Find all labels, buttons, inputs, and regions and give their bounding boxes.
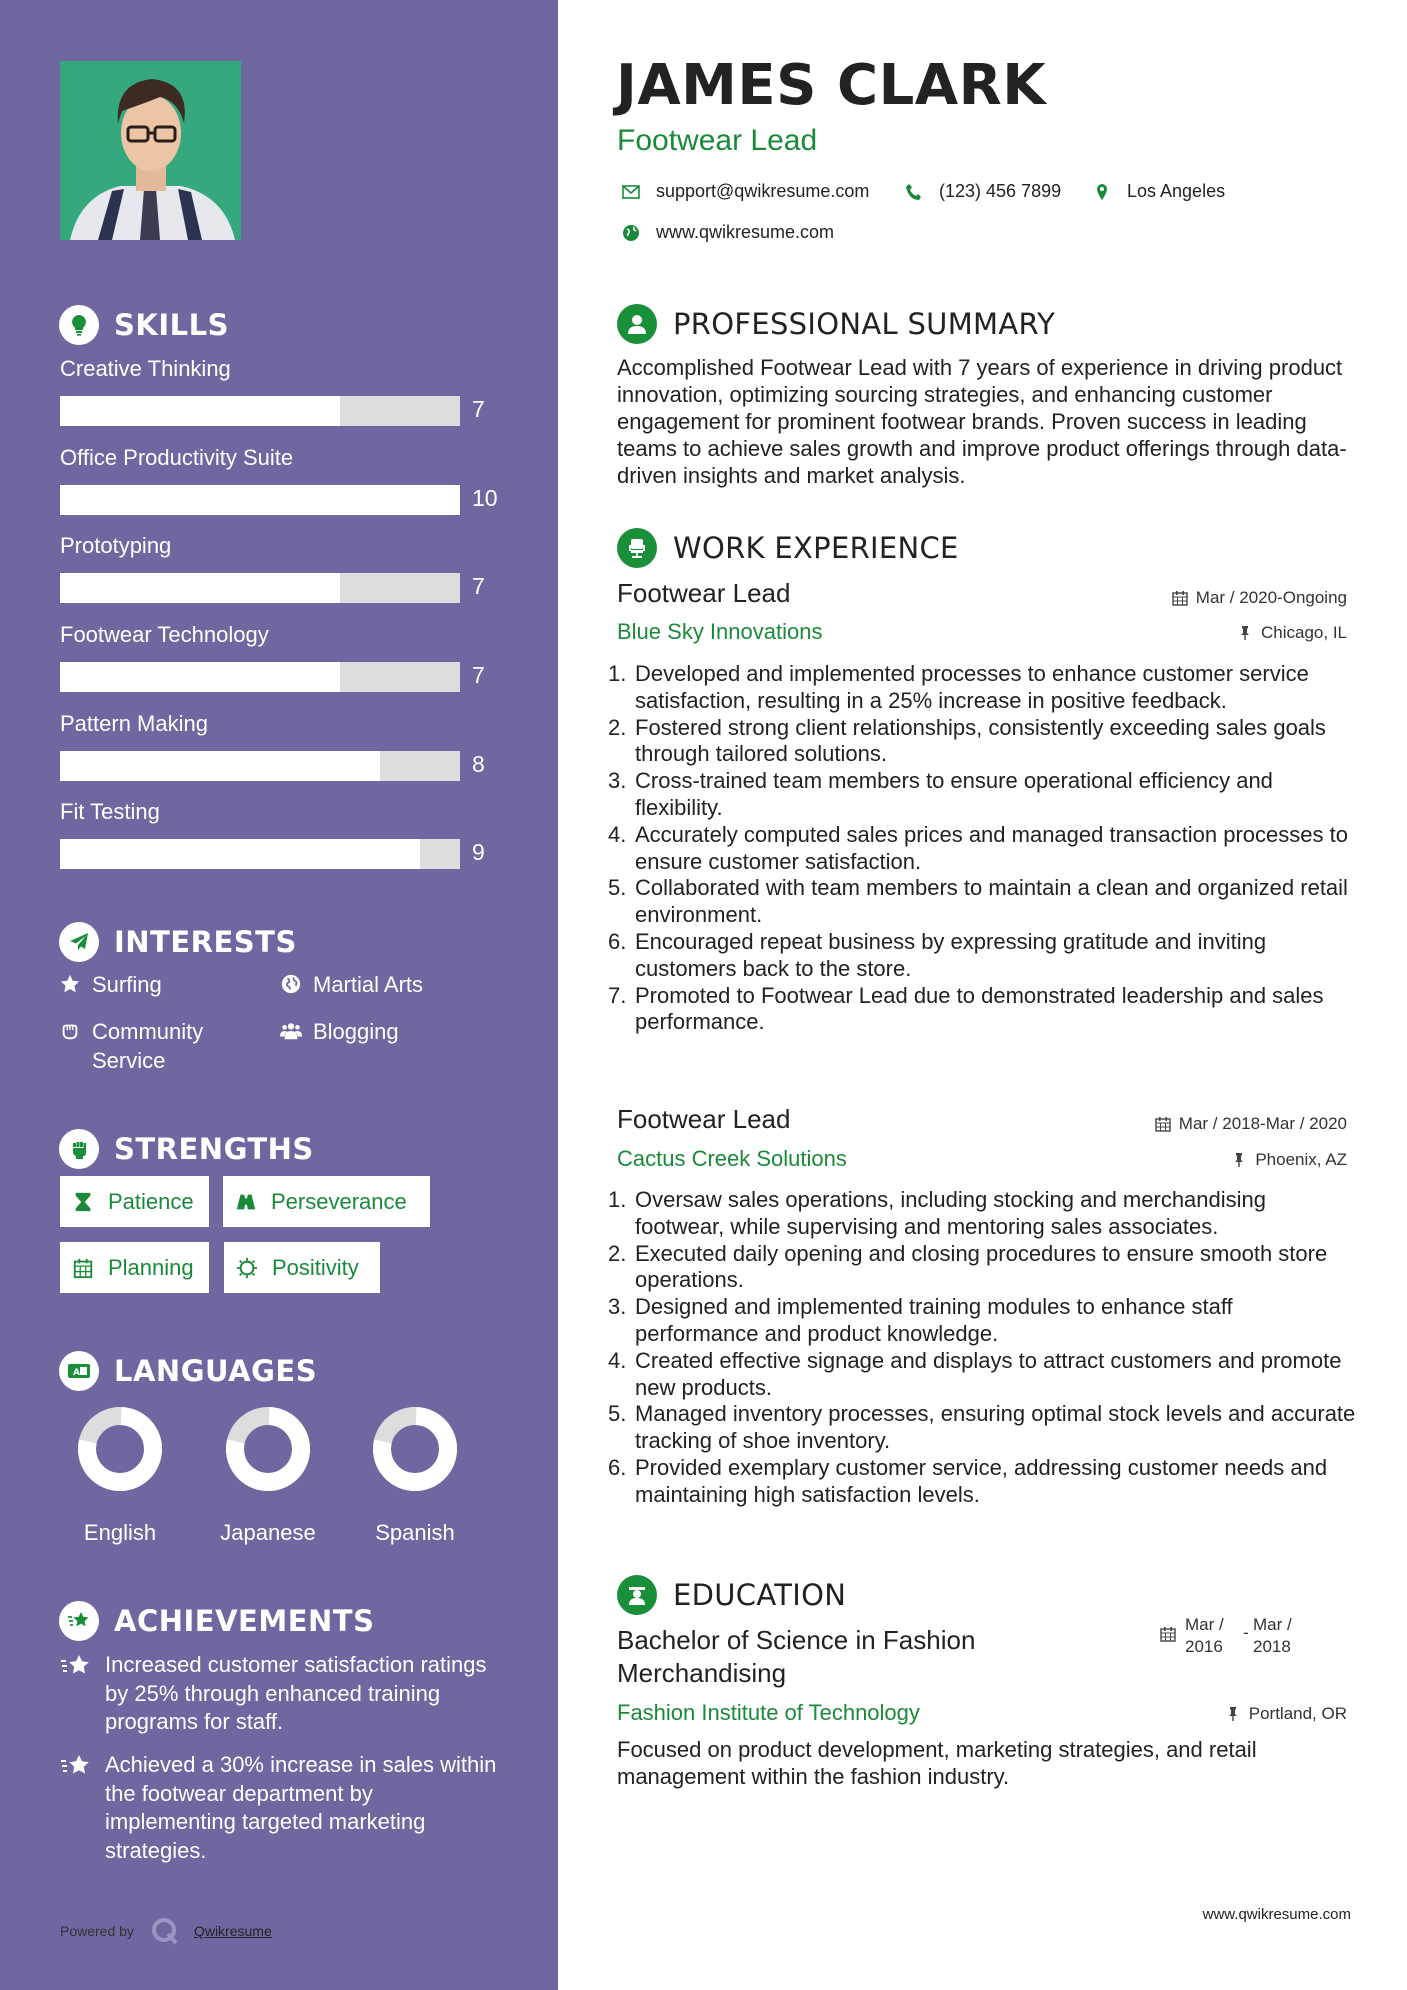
section-title: EDUCATION	[673, 1578, 847, 1612]
section-title: SKILLS	[114, 308, 229, 342]
portrait-image	[60, 61, 241, 240]
duty-item: 2. Fostered strong client relationships, consistently exceeding sales goals through tailored solutions.	[608, 715, 1360, 769]
duty-text: Encouraged repeat business by expressing gratitude and inviting customers back to the store.	[635, 928, 1267, 981]
education-description: Focused on product development, marketing strategies, and retail management within the fashion industry.	[617, 1737, 1257, 1789]
pushpin-icon	[1225, 1706, 1241, 1722]
strengths-heading	[59, 1128, 314, 1170]
skill-label: Office Productivity Suite	[60, 445, 294, 470]
skill-bar	[60, 751, 460, 781]
job-dates	[1155, 1114, 1347, 1134]
star-badge-icon	[60, 1753, 92, 1779]
duty-item: 6. Encouraged repeat business by expressing gratitude and inviting customers back to the store.	[608, 929, 1360, 983]
education-location	[1225, 1704, 1347, 1724]
email-text[interactable]: support@qwikresume.com	[656, 181, 870, 201]
map-pin-icon	[1093, 183, 1111, 201]
interest-label: Martial Arts	[313, 972, 424, 997]
degree-title: Bachelor of Science in Fashion Merchandising	[617, 1625, 976, 1688]
star-icon	[59, 973, 81, 995]
globe-icon	[280, 973, 302, 995]
location-text: Phoenix, AZ	[1255, 1150, 1347, 1169]
language-label: Japanese	[220, 1520, 316, 1545]
lightbulb-icon	[59, 305, 99, 345]
duty-item: 1. Oversaw sales operations, including stocking and merchandising footwear, while supervising and mentoring sales associates.	[608, 1187, 1360, 1241]
duty-text: Executed daily opening and closing procedures to ensure smooth store operations.	[635, 1240, 1328, 1293]
strength-tag	[60, 1176, 209, 1227]
calendar-icon	[72, 1257, 94, 1279]
skill-label: Prototyping	[60, 533, 172, 558]
duty-text: Developed and implemented processes to enhance customer service satisfaction, resulting in a 25% increase in positive feedback.	[635, 661, 1309, 713]
sun-icon	[236, 1257, 258, 1279]
graduate-icon	[617, 1575, 657, 1615]
duty-item: 4. Created effective signage and displays to attract customers and promote new products.	[608, 1348, 1360, 1402]
road-icon	[235, 1191, 257, 1213]
job-location	[1237, 623, 1347, 643]
duty-text: Managed inventory processes, ensuring optimal stock levels and accurate tracking of shoe inventory.	[635, 1401, 1356, 1454]
chair-icon	[617, 528, 657, 568]
strength-label: Planning	[108, 1254, 194, 1280]
svg-text:A: A	[73, 1368, 80, 1378]
envelope-icon	[622, 183, 640, 201]
skill-bar	[60, 839, 460, 869]
duty-item: 3. Designed and implemented training modules to enhance staff performance and product knowledge.	[608, 1294, 1360, 1348]
achievement-text: Increased customer satisfaction ratings by 25% through enhanced training programs for staff.	[105, 1652, 487, 1734]
location-text: Los Angeles	[1127, 181, 1226, 201]
hourglass-icon	[72, 1191, 94, 1213]
sidebar	[0, 0, 558, 1990]
duty-item: 7. Promoted to Footwear Lead due to demonstrated leadership and sales performance.	[608, 983, 1360, 1037]
interest-label: Blogging	[313, 1019, 399, 1044]
interest-label: Community Service	[92, 1019, 204, 1073]
company-name: Cactus Creek Solutions	[617, 1146, 847, 1171]
interest-item	[280, 1017, 399, 1046]
language-donut	[77, 1406, 163, 1492]
duty-item: 3. Cross-trained team members to ensure operational efficiency and flexibility.	[608, 768, 1360, 822]
location-text: Chicago, IL	[1261, 623, 1347, 642]
skill-bar	[60, 573, 460, 603]
contact-email	[622, 181, 869, 202]
skill-bar-fill	[60, 839, 420, 869]
strength-tag	[224, 1242, 380, 1293]
skill-value: 7	[472, 573, 485, 599]
duty-text: Fostered strong client relationships, consistently exceeding sales goals through tailored solutions.	[635, 714, 1326, 767]
powered-by-label: Powered by	[60, 1923, 134, 1939]
qwikresume-link[interactable]: Qwikresume	[193, 1923, 272, 1939]
duty-item: 1. Developed and implemented processes to enhance customer service satisfaction, resulting in a 25% increase in positive feedback.	[608, 661, 1360, 715]
duty-item: 4. Accurately computed sales prices and managed transaction processes to ensure customer satisfaction.	[608, 822, 1360, 876]
skill-value: 9	[472, 839, 485, 865]
skill-value: 7	[472, 662, 485, 688]
strength-label: Perseverance	[271, 1188, 407, 1214]
section-title: WORK EXPERIENCE	[673, 531, 959, 565]
strength-label: Positivity	[272, 1254, 359, 1280]
education-dates	[1160, 1614, 1292, 1658]
strength-label: Patience	[108, 1188, 194, 1214]
skill-value: 10	[472, 485, 498, 511]
skill-bar	[60, 396, 460, 426]
profile-photo	[60, 61, 241, 240]
interest-item	[59, 1017, 259, 1075]
skill-bar	[60, 662, 460, 692]
contact-location	[1093, 181, 1225, 202]
end-date	[1253, 1614, 1292, 1658]
duties-list	[608, 1187, 1360, 1509]
education-heading	[617, 1575, 846, 1615]
dates-text: Mar / 2020-Ongoing	[1195, 588, 1347, 607]
job-dates	[1172, 588, 1347, 608]
phone-text: (123) 456 7899	[939, 181, 1062, 201]
achievement-text: Achieved a 30% increase in sales within the footwear department by implementing targeted marketing strategies.	[105, 1752, 497, 1863]
skill-bar-fill	[60, 751, 380, 781]
company-name: Blue Sky Innovations	[617, 619, 823, 644]
dates-text: Mar / 2018-Mar / 2020	[1178, 1114, 1347, 1133]
star-badge-icon	[60, 1653, 92, 1679]
website-text[interactable]: www.qwikresume.com	[656, 222, 835, 242]
start-month: Mar /	[1185, 1615, 1224, 1634]
summary-text: Accomplished Footwear Lead with 7 years of experience in driving product innovation, optimizing sourcing strategies, and enhancing customer engagement for prominent footwear brands. Proven success in leading teams to achieve sales growth and improve product offerings through data-driven insights and market analysis.	[617, 355, 1347, 488]
job-location	[1231, 1150, 1347, 1170]
summary-heading	[617, 304, 1055, 344]
phone-icon	[905, 183, 923, 201]
section-title: LANGUAGES	[114, 1354, 318, 1388]
end-month: Mar /	[1253, 1615, 1292, 1634]
duty-item: 2. Executed daily opening and closing procedures to ensure smooth store operations.	[608, 1241, 1360, 1295]
duty-text: Collaborated with team members to maintain a clean and organized retail environment.	[635, 875, 1348, 928]
duty-text: Accurately computed sales prices and managed transaction processes to ensure customer satisfaction.	[635, 821, 1348, 874]
strength-tag	[60, 1242, 209, 1293]
strength-tag	[223, 1176, 430, 1227]
powered-by	[60, 1916, 272, 1946]
job-title: Footwear Lead	[617, 1104, 791, 1134]
section-title: INTERESTS	[114, 925, 297, 959]
job-title: Footwear Lead	[617, 578, 791, 608]
skill-bar-fill	[60, 573, 340, 603]
duty-text: Created effective signage and displays to attract customers and promote new products.	[635, 1347, 1342, 1400]
hand-icon	[59, 1020, 81, 1042]
language-donut	[225, 1406, 311, 1492]
interest-item	[59, 970, 162, 999]
calendar-icon	[1160, 1626, 1176, 1642]
experience-heading	[617, 528, 959, 568]
language-icon	[59, 1351, 99, 1391]
star-badge-icon	[59, 1601, 99, 1641]
skill-bar-fill	[60, 485, 460, 515]
calendar-icon	[1172, 590, 1188, 606]
qwikresume-logo-icon	[150, 1916, 180, 1946]
skill-bar-fill	[60, 396, 340, 426]
skills-heading	[59, 304, 229, 346]
skill-bar-fill	[60, 662, 340, 692]
end-year: 2018	[1253, 1637, 1291, 1656]
calendar-icon	[1155, 1116, 1171, 1132]
duty-text: Provided exemplary customer service, addressing customer needs and maintaining high satisfaction levels.	[635, 1454, 1328, 1507]
start-date	[1185, 1614, 1243, 1658]
duty-text: Promoted to Footwear Lead due to demonstrated leadership and sales performance.	[635, 982, 1324, 1035]
duty-item: 5. Collaborated with team members to maintain a clean and organized retail environment.	[608, 875, 1360, 929]
contact-phone	[905, 181, 1061, 202]
skill-label: Pattern Making	[60, 711, 208, 736]
user-icon	[617, 304, 657, 344]
contact-website	[622, 222, 834, 243]
skill-label: Fit Testing	[60, 799, 160, 824]
skill-value: 7	[472, 396, 485, 422]
skill-bar	[60, 485, 460, 515]
location-text: Portland, OR	[1248, 1704, 1347, 1723]
candidate-name: JAMES CLARK	[616, 53, 1047, 118]
language-donut	[372, 1406, 458, 1492]
pushpin-icon	[1231, 1152, 1247, 1168]
skill-label: Creative Thinking	[60, 356, 231, 381]
achievement-item	[60, 1751, 500, 1865]
section-title: PROFESSIONAL SUMMARY	[673, 307, 1056, 341]
candidate-role: Footwear Lead	[617, 124, 818, 157]
date-separator: -	[1243, 1623, 1249, 1642]
interest-item	[280, 970, 423, 999]
language-label: Spanish	[375, 1520, 455, 1545]
skill-label: Footwear Technology	[60, 622, 269, 647]
section-title: ACHIEVEMENTS	[114, 1604, 375, 1638]
achievement-item	[60, 1651, 500, 1737]
languages-heading	[59, 1350, 317, 1392]
duty-text: Cross-trained team members to ensure operational efficiency and flexibility.	[635, 768, 1273, 820]
fist-icon	[59, 1129, 99, 1169]
skill-value: 8	[472, 751, 485, 777]
start-year: 2016	[1185, 1637, 1223, 1656]
pushpin-icon	[1237, 625, 1253, 641]
section-title: STRENGTHS	[114, 1132, 314, 1166]
language-label: English	[83, 1520, 157, 1545]
duty-item: 5. Managed inventory processes, ensuring optimal stock levels and accurate tracking of shoe inventory.	[608, 1401, 1360, 1455]
interest-label: Surfing	[92, 972, 162, 997]
globe-icon	[622, 224, 640, 242]
footer-url[interactable]: www.qwikresume.com	[1202, 1906, 1351, 1923]
duty-item: 6. Provided exemplary customer service, addressing customer needs and maintaining high satisfaction levels.	[608, 1455, 1360, 1509]
interests-heading	[59, 921, 297, 963]
duties-list	[608, 661, 1360, 1036]
duty-text: Designed and implemented training modules to enhance staff performance and product knowledge.	[635, 1294, 1233, 1346]
achievements-heading	[59, 1600, 374, 1642]
paper-plane-icon	[59, 922, 99, 962]
school-name: Fashion Institute of Technology	[617, 1700, 920, 1725]
users-icon	[280, 1020, 302, 1042]
duty-text: Oversaw sales operations, including stocking and merchandising footwear, while supervising and mentoring sales associates.	[635, 1187, 1267, 1239]
